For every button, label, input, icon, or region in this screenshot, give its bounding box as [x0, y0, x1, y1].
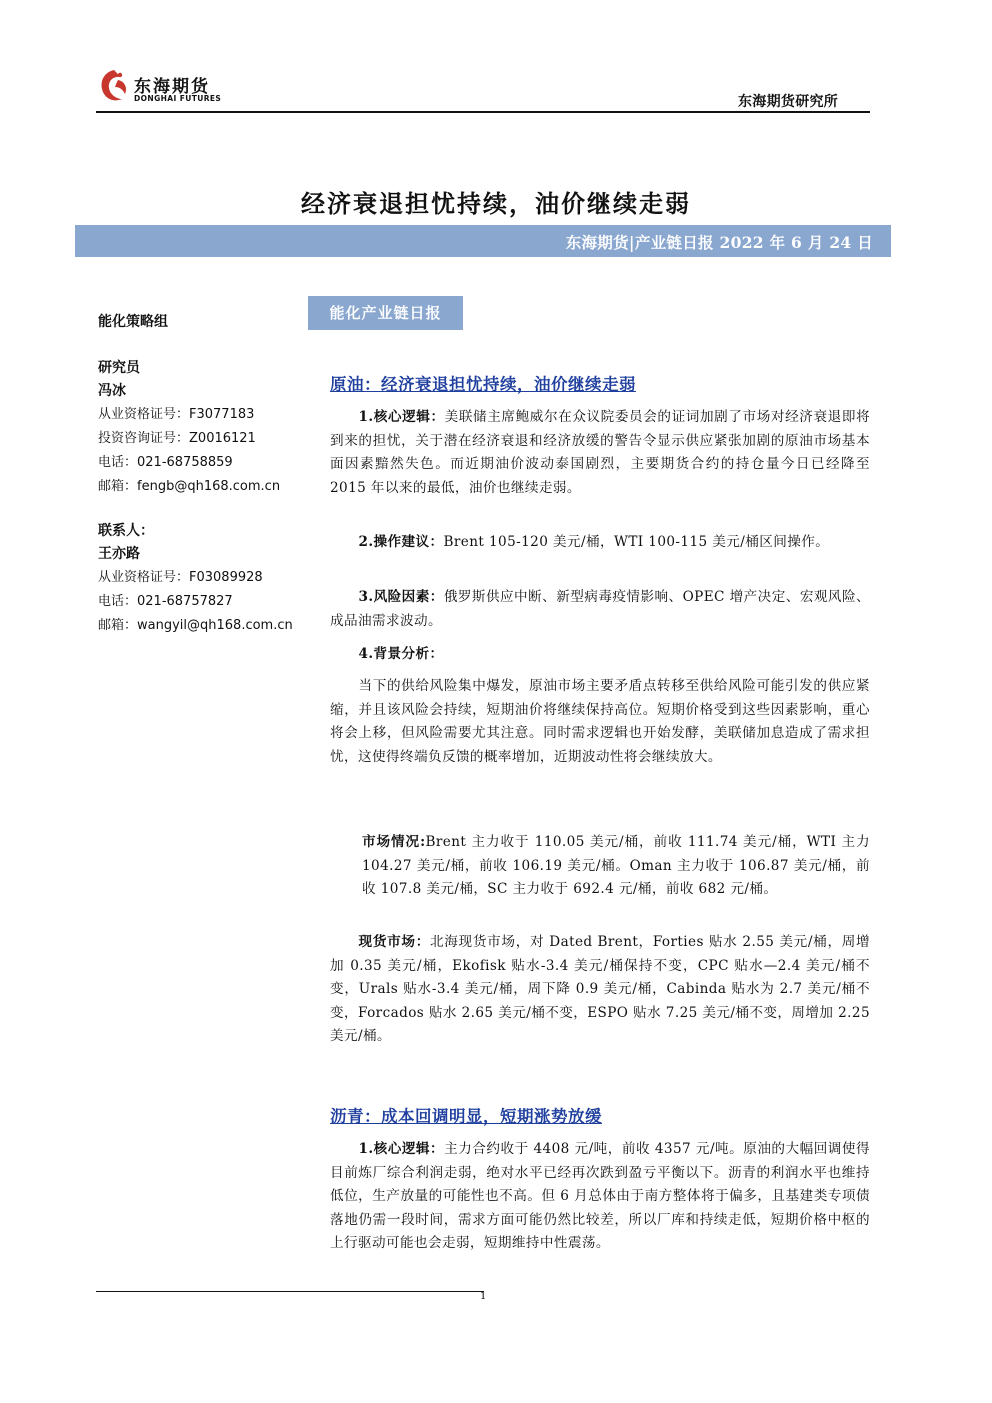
crude-oil-heading[interactable]: 原油：经济衰退担忧持续，油价继续走弱 — [330, 375, 636, 394]
crude-market-status: 市场情况:Brent 主力收于 110.05 美元/桶，前收 111.74 美元/桶，WTI 主力 104.27 美元/桶，前收 106.19 美元/桶。Oman 主力收于 106.87 美元/桶，前收 107.8 美元/桶，SC 主力收于 692.4 元/桶，前收 682 元/桶。 — [362, 834, 870, 897]
crude-risk-factors: 3.风险因素：俄罗斯供应中断、新型病毒疫情影响、OPEC 增产决定、宏观风险、成品油需求波动。 — [330, 589, 870, 629]
strategy-group-label: 能化策略组 — [98, 314, 168, 330]
crude-core-logic: 1.核心逻辑：美联储主席鲍威尔在众议院委员会的证词加剧了市场对经济衰退即将到来的担忧，关于潜在经济衰退和经济放缓的警告令显示供应紧张加剧的原油市场基本面因素黯然失色。而近期油价波动泰国剧烈，主要期货合约的持仓量今日已经降至 2015 年以来的最低，油价也继续走弱。 — [330, 409, 870, 496]
contact-name: 王亦路 — [98, 546, 140, 562]
contact-label: 联系人： — [98, 523, 154, 539]
report-date-bar — [75, 225, 891, 257]
section-tag: 能化产业链日报 — [308, 296, 463, 330]
researcher-email: 邮箱：fengb@qh168.com.cn — [98, 479, 281, 494]
researcher-invest-cert: 投资咨询证号：Z0016121 — [98, 431, 256, 446]
crude-trade-advice: 2.操作建议：Brent 105-120 美元/桶，WTI 100-115 美元/桶区间操作。 — [358, 534, 830, 550]
document-title: 经济衰退担忧持续，油价继续走弱 — [301, 189, 691, 218]
asphalt-core-logic: 1.核心逻辑：主力合约收于 4408 元/吨，前收 4357 元/吨。原油的大幅回调使得目前炼厂综合利润走弱，绝对水平已经再次跌到盈亏平衡以下。沥青的利润水平也维持低位，生产放量的可能性也不高。但 6 月总体由于南方整体将于偏多，且基建类专项债落地仍需一段时间，需求方面可能仍然比较差，所以厂库和持续走低，短期价格中枢的上行驱动可能也会走弱，短期维持中性震荡。 — [330, 1141, 870, 1251]
researcher-qualification: 从业资格证号：F3077183 — [98, 407, 255, 422]
researcher-name: 冯冰 — [98, 383, 126, 399]
contact-email: 邮箱：wangyil@qh168.com.cn — [98, 618, 293, 633]
contact-qualification: 从业资格证号：F03089928 — [98, 570, 263, 585]
logo-text-en: DONGHAI FUTURES — [134, 94, 222, 103]
page-number: 1 — [480, 1291, 487, 1302]
logo-text-cn: 东海期货 — [134, 77, 210, 97]
crude-spot-market: 现货市场：北海现货市场，对 Dated Brent，Forties 贴水 2.55 美元/桶，周增加 0.35 美元/桶，Ekofisk 贴水-3.4 美元/桶保持不变，CPC 贴水—2.4 美元/桶不变，Urals 贴水-3.4 美元/桶，周下降 0.9 美元/桶，Cabinda 贴水为 2.7 美元/桶不变，Forcados 贴水 2.65 美元/桶不变，ESPO 贴水 7.25 美元/桶不变，周增加 2.25 美元/桶。 — [330, 934, 871, 1044]
contact-phone: 电话：021-68757827 — [98, 594, 233, 609]
header-divider — [96, 111, 870, 113]
asphalt-heading[interactable]: 沥青：成本回调明显，短期涨势放缓 — [330, 1107, 602, 1126]
researcher-label: 研究员 — [98, 360, 140, 376]
researcher-phone: 电话：021-68758859 — [98, 455, 233, 470]
footer-divider — [96, 1291, 484, 1292]
crude-background-label: 4.背景分析： — [358, 646, 444, 662]
report-date-text: 东海期货|产业链日报 2022 年 6 月 24 日 — [565, 233, 873, 252]
institute-name: 东海期货研究所 — [738, 94, 839, 110]
crude-background-analysis: 当下的供给风险集中爆发，原油市场主要矛盾点转移至供给风险可能引发的供应紧缩，并且该风险会持续，短期油价将继续保持高位。短期价格受到这些因素影响，重心将会上移，但风险需要尤其注意。同时需求逻辑也开始发酵，美联储加息造成了需求担忧，这使得终端负反馈的概率增加，近期波动性将会继续放大。 — [330, 678, 870, 765]
donghai-logo-icon — [98, 68, 130, 104]
